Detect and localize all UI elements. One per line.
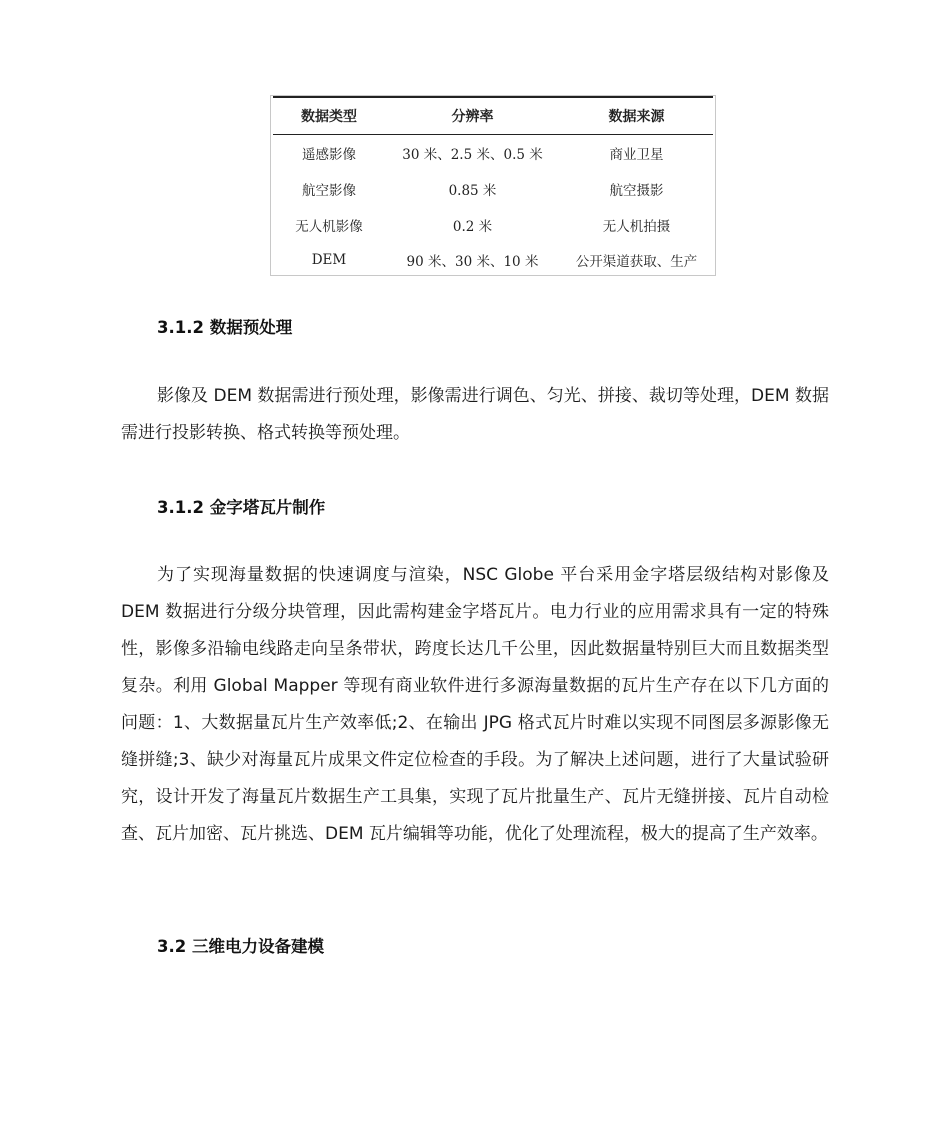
paragraph-pyramid-tiles: 为了实现海量数据的快速调度与渲染，NSC Globe 平台采用金字塔层级结构对影像及 DEM 数据进行分级分块管理，因此需构建金字塔瓦片。电力行业的应用需求具有一定的特殊性，影像多沿输电线路走向呈条带状，跨度长达几千公里，因此数据量特别巨大而且数据类型复杂。利用 Global Mapper 等现有商业软件进行多源海量数据的瓦片生产存在以下几方面的问题：1、大数据量瓦片生产效率低;2、在输出 JPG 格式瓦片时难以实现不同图层多源影像无缝拼缝;3、缺少对海量瓦片成果文件定位检查的手段。为了解决上述问题，进行了大量试验研究，设计开发了海量瓦片数据生产工具集，实现了瓦片批量生产、瓦片无缝拼接、瓦片自动检查、瓦片加密、瓦片挑选、DEM 瓦片编辑等功能，优化了处理流程，极大的提高了生产效率。 — [121, 565, 829, 844]
table-cell: DEM — [311, 252, 347, 268]
table-cell: 航空影像 — [302, 183, 356, 199]
table-cell: 30 米、2.5 米、0.5 米 — [402, 147, 543, 163]
section-heading-3d-modeling: 3.2 三维电力设备建模 — [157, 937, 324, 956]
table-row — [273, 171, 713, 207]
table-cell: 0.85 米 — [448, 183, 497, 199]
table-cell: 公开渠道获取、生产 — [575, 254, 698, 270]
table-cell: 90 米、30 米、10 米 — [406, 254, 539, 270]
paragraph-preprocessing: 影像及 DEM 数据需进行预处理，影像需进行调色、匀光、拼接、裁切等处理，DEM 数据需进行投影转换、格式转换等预处理。 — [121, 386, 829, 443]
table-row — [273, 207, 713, 243]
table-cell: 遥感影像 — [302, 147, 356, 163]
data-sources-table — [273, 96, 713, 277]
header-data-source: 数据来源 — [560, 97, 713, 135]
section-heading-pyramid-tiles: 3.1.2 金字塔瓦片制作 — [157, 498, 326, 517]
data-sources-table-figure — [270, 95, 716, 276]
table-cell: 0.2 米 — [452, 219, 493, 235]
section-heading-preprocessing: 3.1.2 数据预处理 — [157, 318, 293, 337]
table-cell: 商业卫星 — [609, 147, 664, 163]
table-row — [273, 135, 713, 172]
table-header-row — [273, 97, 713, 135]
table-row — [273, 243, 713, 277]
table-cell: 无人机影像 — [295, 219, 363, 235]
table-cell: 航空摄影 — [609, 183, 664, 199]
table-cell: 无人机拍摄 — [602, 219, 671, 235]
header-resolution: 分辨率 — [385, 97, 560, 135]
header-data-type: 数据类型 — [273, 97, 385, 135]
